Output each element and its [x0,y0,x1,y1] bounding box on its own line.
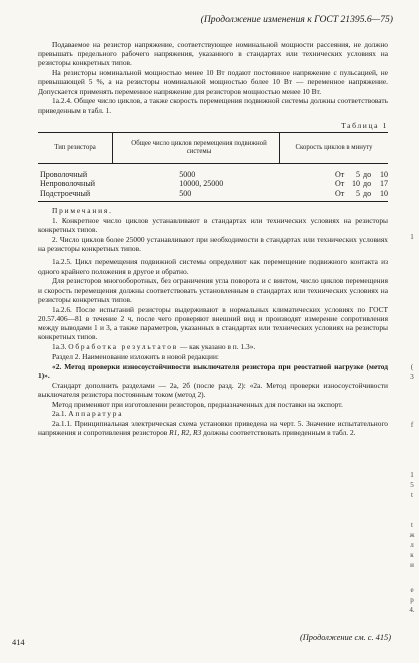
paragraph-2a11: 2а.1.1. Принципиальная электрическая схема установки приведена на черт. 5. Значение испытательного напряжения и сопротивления резисторов R1, R2, R3 должны соответствовать приведенным в табл. 2. [38,419,388,438]
note-item: 1. Конкретное число циклов устанавливают в стандартах или технических условиях на резисторы конкретных типов. [38,216,388,235]
table-caption: Таблица 1 [341,120,388,130]
paragraph-power: На резисторы номинальной мощностью менее 10 Вт подают постоянное напряжение с пульсацией, не превышающей 5 %, а на резисторы номинальной мощностью более 10 Вт — переменное напряжение. Допускается применять переменное напряжение для резисторов мощностью менее 10 Вт. [38,68,388,96]
speed-from: От [335,179,345,189]
clause-text: должны соответствовать приведенным в табл. 2. [201,428,356,438]
table-cell-cycles: 500 [179,188,192,198]
document-body [38,40,388,438]
speed-to: до [363,179,372,189]
table-cell-type: Проволочный [40,170,88,180]
margin-bleed-text: е р 4. [409,586,415,614]
table-body [38,164,388,201]
note-item: 2. Число циклов более 25000 устанавливают при необходимости в стандартах или технических условиях на резисторы конкретных типов. [38,235,388,254]
table-col-cycles [109,170,329,198]
continuation-note: (Продолжение см. с. 415) [299,633,391,642]
table-header-cycles: Общее число циклов перемещения подвижной системы [112,133,280,163]
table-cell-speed [335,170,388,179]
speed-low: 5 [356,188,360,198]
table-cell-cycles: 10000, 25000 [179,179,224,189]
paragraph-1a24: 1а.2.4. Общее число циклов, а также скорость перемещения подвижной системы должны соответствовать приведенным в табл. 1. [38,96,388,115]
margin-bleed-text: ( 3 [410,363,414,381]
resistor-r1: R1 [169,428,178,438]
paragraph-standard-add: Стандарт дополнить разделами — 2а, 2б (после разд. 2): «2а. Метод проверки износоустойчивости выключателя резистора постоянным током (метод 2). [38,380,388,399]
table-col-type [38,170,109,198]
table-cell-speed [335,179,388,188]
table-col-speed [329,170,388,198]
paragraph-section2: Раздел 2. Наименование изложить в новой редакции: [52,351,219,361]
speed-low: 5 [356,170,360,180]
table-header-type: Тип резистора [54,144,96,152]
paragraph-2a1 [38,409,388,418]
speed-from: От [335,170,345,180]
table-cell-cycles: 5000 [179,170,196,180]
speed-low: 10 [352,179,360,189]
margin-bleed-text: t ж л к и [409,521,415,569]
clause-heading: Обработка результатов [68,342,179,352]
table-header-speed: Скорость циклов в минуту [295,144,373,152]
speed-high: 10 [380,188,388,198]
paragraph-method1-title: «2. Метод проверки износоустойчивости выключателя резистора при реостатной нагрузке (метод 1)». [38,361,388,380]
table-cell-type: Подстроечный [40,188,91,198]
paragraph-1a3 [38,342,388,351]
speed-from: От [335,188,345,198]
table-header-row [38,133,388,164]
margin-bleed-text: f [410,421,414,429]
speed-high: 10 [380,170,388,180]
speed-high: 17 [380,179,388,189]
table-cell-type: Непроволочный [40,179,95,189]
resistor-r2: R2 [181,428,190,438]
page-number: 414 [12,638,25,647]
table-cell-speed [335,189,388,198]
margin-bleed-text: 1 5 t [410,471,414,499]
clause-text: 2а.1.1. Принципиальная электрическая схема установки приведена на черт. 5. Значение испытательного напряжения и сопротивления резисторов [38,419,388,438]
paragraph-voltage: Подаваемое на резистор напряжение, соответствующее номинальной мощности рассеяния, не должно превышать предельного рабочего напряжения, указанного в стандартах или технических условиях на резисторы конкретных типов. [38,40,388,68]
resistor-r3: R3 [193,428,202,438]
paragraph-1a26: 1а.2.6. После испытаний резисторы выдерживают в нормальных климатических условиях по ГОСТ 20.57.406—81 в течение 2 ч, после чего проверяют внешний вид и производят измерение сопротивления между выводами 1 и 3, а также параметров, указанных в стандартах или технических условиях на резисторы конкретных типов. [38,304,388,342]
clause-text: — как указано в п. 1.3». [179,342,256,352]
speed-to: до [363,170,372,180]
table-1 [38,132,388,202]
clause-number: 1а.3. [52,342,67,352]
clause-number: 2а.1. [52,409,67,419]
notes-title: Примечания. [52,206,113,216]
page-header: (Продолжение изменения к ГОСТ 21395.6—75) [200,14,393,25]
speed-to: до [363,188,372,198]
paragraph-multiturn: Для резисторов многооборотных, без ограничения угла поворота и с винтом, число циклов перемещения и скорость перемещения должны соответствовать установленным в стандартах или технических условиях на резисторы конкретных типов. [38,276,388,304]
paragraph-1a25: 1а.2.5. Цикл перемещения подвижной системы определяют как перемещение подвижного контакта из одного крайнего положения в другое и обратно. [38,257,388,276]
margin-bleed-text: 1 [410,233,414,241]
paragraph-method-export: Метод применяют при изготовлении резисторов, предназначенных для поставки на экспорт. [52,399,343,409]
clause-heading: Аппаратура [68,409,124,419]
